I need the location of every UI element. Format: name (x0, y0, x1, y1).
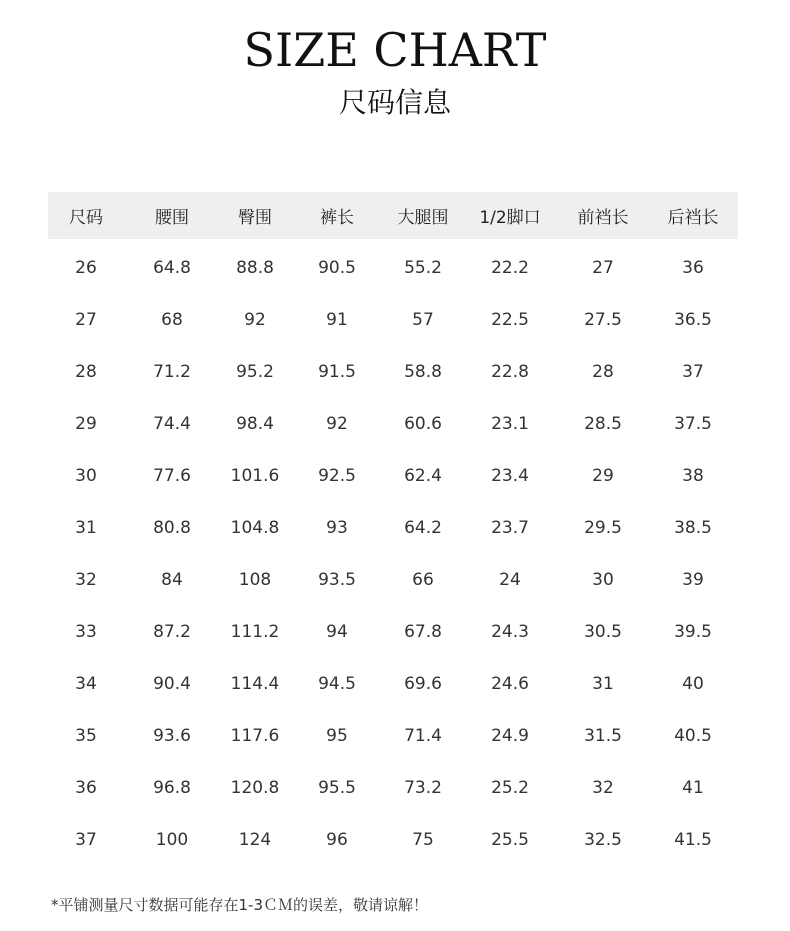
cell-waist: 68 (161, 310, 183, 330)
page-subtitle: 尺码信息 (338, 86, 451, 119)
table-header-row (48, 192, 738, 239)
table-body (48, 239, 738, 866)
cell-back-rise: 40 (682, 674, 704, 694)
cell-thigh: 75 (412, 830, 434, 850)
cell-leg-opening: 24 (499, 570, 521, 590)
cell-front-rise: 29 (592, 466, 614, 486)
cell-leg-opening: 25.5 (491, 830, 529, 850)
cell-waist: 90.4 (153, 674, 191, 694)
cell-leg-opening: 22.8 (491, 362, 529, 382)
cell-thigh: 57 (412, 310, 434, 330)
cell-front-rise: 31.5 (584, 726, 622, 746)
cell-leg-opening: 22.2 (491, 258, 529, 278)
cell-back-rise: 40.5 (674, 726, 712, 746)
table-row (48, 606, 738, 658)
cell-front-rise: 27.5 (584, 310, 622, 330)
cell-back-rise: 37.5 (674, 414, 712, 434)
cell-back-rise: 36 (682, 258, 704, 278)
header-waist: 腰围 (155, 208, 189, 228)
cell-size: 33 (75, 622, 97, 642)
cell-thigh: 69.6 (404, 674, 442, 694)
cell-waist: 74.4 (153, 414, 191, 434)
cell-hip: 108 (238, 570, 272, 590)
cell-waist: 71.2 (153, 362, 191, 382)
cell-hip: 111.2 (230, 622, 280, 642)
header-front-rise: 前裆长 (577, 208, 629, 228)
cell-waist: 84 (161, 570, 183, 590)
header-size: 尺码 (69, 208, 103, 228)
cell-size: 28 (75, 362, 97, 382)
cell-hip: 92 (244, 310, 266, 330)
cell-hip: 95.2 (236, 362, 274, 382)
table-row (48, 658, 738, 710)
table-row (48, 242, 738, 294)
page-title: SIZE CHART (243, 23, 547, 77)
cell-length: 92 (326, 414, 348, 434)
cell-back-rise: 38 (682, 466, 704, 486)
header-leg-opening: 1/2脚口 (479, 208, 541, 228)
cell-waist: 77.6 (153, 466, 191, 486)
cell-size: 36 (75, 778, 97, 798)
cell-back-rise: 39 (682, 570, 704, 590)
cell-leg-opening: 22.5 (491, 310, 529, 330)
cell-waist: 64.8 (153, 258, 191, 278)
cell-hip: 120.8 (230, 778, 280, 798)
cell-front-rise: 28 (592, 362, 614, 382)
table-row (48, 346, 738, 398)
header-length: 裤长 (320, 208, 354, 228)
cell-leg-opening: 25.2 (491, 778, 529, 798)
cell-size: 32 (75, 570, 97, 590)
cell-size: 31 (75, 518, 97, 538)
cell-thigh: 60.6 (404, 414, 442, 434)
cell-front-rise: 29.5 (584, 518, 622, 538)
cell-front-rise: 28.5 (584, 414, 622, 434)
cell-leg-opening: 24.3 (491, 622, 529, 642)
cell-leg-opening: 23.4 (491, 466, 529, 486)
cell-hip: 101.6 (230, 466, 280, 486)
cell-length: 95 (326, 726, 348, 746)
cell-leg-opening: 24.6 (491, 674, 529, 694)
cell-back-rise: 36.5 (674, 310, 712, 330)
cell-leg-opening: 24.9 (491, 726, 529, 746)
cell-size: 30 (75, 466, 97, 486)
cell-leg-opening: 23.1 (491, 414, 529, 434)
cell-thigh: 71.4 (404, 726, 442, 746)
cell-size: 37 (75, 830, 97, 850)
cell-size: 35 (75, 726, 97, 746)
cell-front-rise: 31 (592, 674, 614, 694)
cell-front-rise: 30 (592, 570, 614, 590)
table-row (48, 502, 738, 554)
table-row (48, 450, 738, 502)
cell-length: 94.5 (318, 674, 356, 694)
cell-waist: 87.2 (153, 622, 191, 642)
cell-waist: 96.8 (153, 778, 191, 798)
measurement-note: *平铺测量尺寸数据可能存在1-3ＣＭ的误差，敬请谅解！ (51, 896, 429, 914)
table-row (48, 814, 738, 866)
cell-length: 94 (326, 622, 348, 642)
cell-thigh: 55.2 (404, 258, 442, 278)
cell-front-rise: 32 (592, 778, 614, 798)
cell-leg-opening: 23.7 (491, 518, 529, 538)
header-back-rise: 后裆长 (667, 208, 719, 228)
cell-thigh: 67.8 (404, 622, 442, 642)
cell-hip: 124 (238, 830, 272, 850)
cell-thigh: 58.8 (404, 362, 442, 382)
cell-length: 93 (326, 518, 348, 538)
cell-thigh: 73.2 (404, 778, 442, 798)
cell-length: 96 (326, 830, 348, 850)
cell-front-rise: 27 (592, 258, 614, 278)
cell-thigh: 62.4 (404, 466, 442, 486)
header-hip: 臀围 (238, 208, 272, 228)
cell-hip: 88.8 (236, 258, 274, 278)
cell-back-rise: 38.5 (674, 518, 712, 538)
cell-front-rise: 30.5 (584, 622, 622, 642)
table-row (48, 398, 738, 450)
cell-size: 26 (75, 258, 97, 278)
cell-size: 34 (75, 674, 97, 694)
size-table (48, 192, 738, 866)
cell-front-rise: 32.5 (584, 830, 622, 850)
cell-thigh: 66 (412, 570, 434, 590)
cell-waist: 100 (155, 830, 189, 850)
cell-hip: 114.4 (230, 674, 280, 694)
cell-length: 92.5 (318, 466, 356, 486)
table-row (48, 294, 738, 346)
header-thigh: 大腿围 (397, 208, 449, 228)
cell-back-rise: 41.5 (674, 830, 712, 850)
table-row (48, 554, 738, 606)
cell-waist: 93.6 (153, 726, 191, 746)
table-row (48, 762, 738, 814)
cell-back-rise: 39.5 (674, 622, 712, 642)
cell-length: 91.5 (318, 362, 356, 382)
cell-length: 95.5 (318, 778, 356, 798)
cell-size: 29 (75, 414, 97, 434)
cell-size: 27 (75, 310, 97, 330)
cell-length: 91 (326, 310, 348, 330)
cell-length: 90.5 (318, 258, 356, 278)
cell-thigh: 64.2 (404, 518, 442, 538)
cell-back-rise: 37 (682, 362, 704, 382)
cell-hip: 117.6 (230, 726, 280, 746)
cell-hip: 104.8 (230, 518, 280, 538)
table-row (48, 710, 738, 762)
cell-waist: 80.8 (153, 518, 191, 538)
cell-back-rise: 41 (682, 778, 704, 798)
cell-length: 93.5 (318, 570, 356, 590)
cell-hip: 98.4 (236, 414, 274, 434)
